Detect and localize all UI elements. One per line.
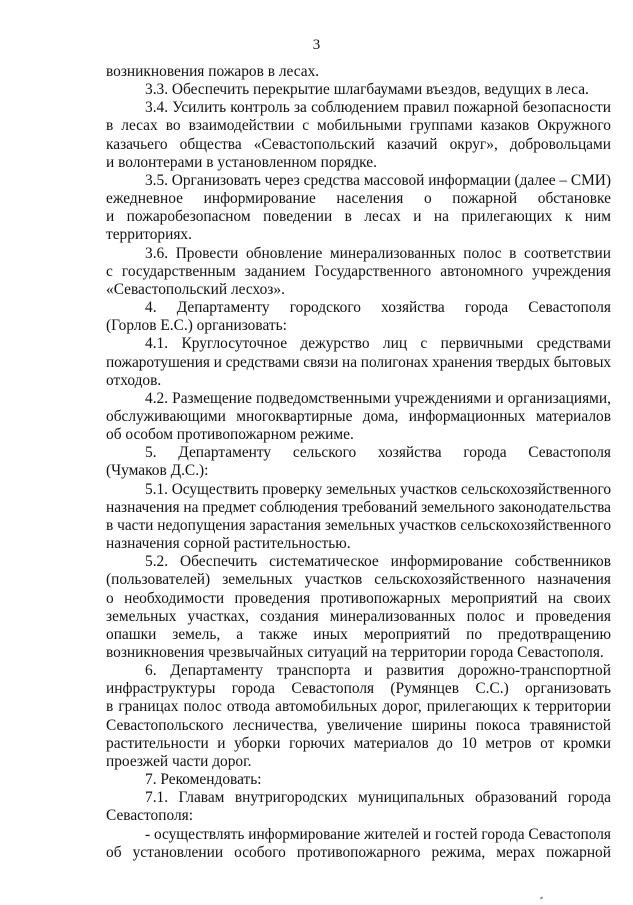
text-line: в части недопущения зарастания земельных участков сельскохозяйственного	[106, 516, 611, 534]
text-line: 3.3. Обеспечить перекрытие шлагбаумами въездов, ведущих в леса.	[145, 81, 589, 99]
text-line: об установлении особого противопожарного режима, мерах пожарной	[106, 843, 611, 861]
text-line: обслуживающими многоквартирные дома, информационных материалов	[106, 407, 611, 425]
text-line: 5. Департаменту сельского хозяйства города Севастополя	[145, 444, 611, 462]
text-line: в границах полос отвода автомобильных дорог, прилегающих к территории	[106, 698, 611, 716]
text-line: 3.5. Организовать через средства массовой информации (далее – СМИ)	[145, 171, 611, 189]
text-line: назначения сорной растительностью.	[106, 535, 351, 553]
text-line: возникновения чрезвычайных ситуаций на территории города Севастополя.	[106, 644, 604, 661]
text-line: земельных участках, создания минерализованных полос и проведения	[106, 607, 611, 625]
text-line: 7.1. Главам внутригородских муниципальных образований города	[145, 789, 611, 807]
text-line: и пожаробезопасном поведении в лесах и на прилегающих к ним	[106, 208, 611, 226]
text-line: 3.6. Провести обновление минерализованных полос в соответствии	[145, 244, 611, 262]
text-line: 7. Рекомендовать:	[145, 771, 262, 789]
text-line: и волонтерами в установленном порядке.	[106, 153, 377, 171]
text-line: ежедневное информирование населения о пожарной обстановке	[106, 190, 611, 208]
text-line: - осуществлять информирование жителей и гостей города Севастополя	[145, 825, 611, 843]
text-line: инфраструктуры города Севастополя (Румянцев С.С.) организовать	[106, 680, 611, 698]
text-line: возникновения пожаров в лесах.	[106, 63, 320, 80]
document-body	[106, 63, 611, 862]
text-line: территориях.	[106, 226, 192, 244]
text-line: об особом противопожарном режиме.	[106, 426, 354, 444]
text-line: 4. Департаменту городского хозяйства города Севастополя	[145, 299, 611, 317]
text-line: в лесах во взаимодействии с мобильными группами казаков Окружного	[106, 117, 611, 135]
scan-artifact	[540, 896, 544, 899]
text-line: проезжей части дорог.	[106, 752, 252, 770]
text-line: 4.1. Круглосуточное дежурство лиц с первичными средствами	[145, 335, 611, 353]
text-line: с государственным заданием Государственного автономного учреждения	[106, 262, 611, 280]
text-line: растительности и уборки горючих материалов до 10 метров от кромки	[106, 734, 611, 752]
text-line: пожаротушения и средствами связи на полигонах хранения твердых бытовых	[106, 353, 611, 371]
text-line: казачьего общества «Севастопольский казачий округ», добровольцами	[106, 135, 611, 153]
text-line: назначения на предмет соблюдения требований земельного законодательства	[106, 498, 611, 516]
text-line: о необходимости проведения противопожарных мероприятий на своих	[106, 589, 611, 607]
text-line: (Горлов Е.С.) организовать:	[106, 317, 287, 335]
text-line: 4.2. Размещение подведомственными учреждениями и организациями,	[145, 389, 611, 407]
text-line: «Севастопольский лесхоз».	[106, 280, 285, 298]
text-line: 6. Департаменту транспорта и развития дорожно-транспортной	[145, 662, 611, 680]
text-line: Севастополя:	[106, 807, 193, 825]
text-line: опашки земель, а также иных мероприятий по предотвращению	[106, 625, 611, 643]
text-line: Севастопольского лесничества, увеличение ширины покоса травянистой	[106, 716, 611, 734]
text-line: отходов.	[106, 371, 162, 389]
text-line: 3.4. Усилить контроль за соблюдением правил пожарной безопасности	[145, 99, 611, 117]
text-line: (пользователей) земельных участков сельскохозяйственного назначения	[106, 571, 611, 589]
text-line: 5.1. Осуществить проверку земельных участков сельскохозяйственного	[145, 480, 611, 498]
page-number: 3	[312, 37, 321, 53]
text-line: 5.2. Обеспечить систематическое информирование собственников	[145, 553, 611, 571]
text-line: (Чумаков Д.С.):	[106, 462, 209, 480]
